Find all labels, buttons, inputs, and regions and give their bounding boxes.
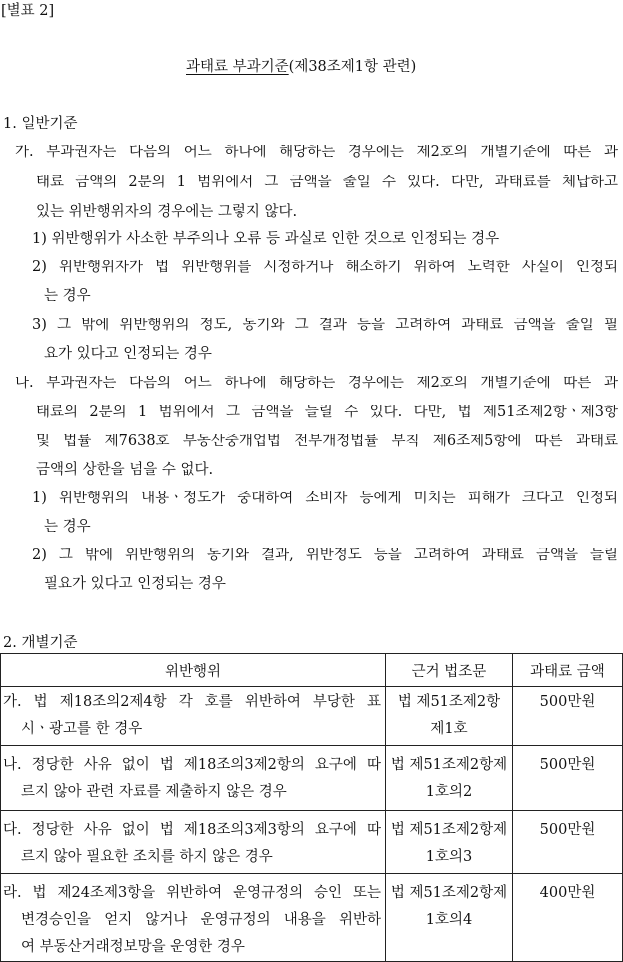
section-individual-heading: 2. 개별기준 (3, 635, 78, 651)
violation-cell (1, 687, 386, 746)
ga-item-2-line-1: 2) 위반행위자가 법 위반행위를 시정하거나 해소하기 위하여 노력한 사실이 인정되 (32, 260, 618, 275)
amount-cell (513, 874, 623, 962)
violation-line: 여 부동산거래정보망을 운영한 경우 (21, 939, 245, 955)
amount-value: 500만원 (539, 822, 596, 838)
basis-line: 법 제51조제2항제 (390, 822, 508, 838)
table-row (1, 874, 623, 962)
ga-item-1: 1) 위반행위가 사소한 부주의나 오류 등 과실로 인한 것으로 인정되는 경우 (32, 231, 500, 247)
na-item-2-line-2: 필요가 있다고 인정되는 경우 (44, 576, 226, 592)
na-item-2-line-1: 2) 그 밖에 위반행위의 동기와 결과, 위반정도 등을 고려하여 과태료 금액을 늘릴 (32, 548, 618, 563)
na-line-4: 금액의 상한을 넘을 수 없다. (36, 462, 214, 478)
na-line-3: 및 법률 제7638호 부동산중개업법 전부개정법률 부칙 제6조제5항에 따른 과태료 (36, 434, 618, 449)
violation-cell (1, 811, 386, 874)
ga-line-1: 가. 부과권자는 다음의 어느 하나에 해당하는 경우에는 제2호의 개별기준에 따른 과 (15, 145, 618, 160)
amount-value: 500만원 (539, 694, 596, 710)
violation-line: 나. 정당한 사유 없이 법 제18조의3제2항의 요구에 따 (3, 757, 381, 773)
violation-line: 다. 정당한 사유 없이 법 제18조의3제3항의 요구에 따 (3, 822, 381, 838)
annex-label: [별표 2] (1, 3, 55, 19)
basis-line: 법 제51조제2항제 (390, 885, 508, 901)
amount-cell (513, 687, 623, 746)
violation-line: 르지 않아 필요한 조치를 하지 않은 경우 (21, 849, 273, 865)
violation-line: 변경승인을 얻지 않거나 운영규정의 내용을 위반하 (21, 912, 381, 928)
title-main: 과태료 부과기준 (186, 59, 289, 75)
violation-cell (1, 746, 386, 811)
col-header-basis: 근거 법조문 (386, 654, 513, 687)
amount-cell (513, 746, 623, 811)
ga-item-3-line-1: 3) 그 밖에 위반행위의 정도, 동기와 그 결과 등을 고려하여 과태료 금액을 줄일 필 (32, 318, 618, 333)
na-line-2: 태료의 2분의 1 범위에서 그 금액을 늘릴 수 있다. 다만, 법 제51조제2항ㆍ제3항 (36, 405, 618, 420)
section-general-heading: 1. 일반기준 (3, 116, 78, 132)
violation-cell (1, 874, 386, 962)
basis-line: 제1호 (430, 721, 468, 737)
document-title (186, 60, 416, 75)
basis-line: 1호의3 (425, 849, 473, 865)
table-row (1, 811, 623, 874)
ga-item-2-line-2: 는 경우 (44, 288, 91, 304)
table-row (1, 687, 623, 746)
amount-cell (513, 811, 623, 874)
basis-line: 1호의2 (425, 784, 473, 800)
ga-item-3-line-2: 요가 있다고 인정되는 경우 (44, 346, 212, 362)
basis-line: 법 제51조제2항 (397, 694, 501, 710)
violation-line: 라. 법 제24조제3항을 위반하여 운영규정의 승인 또는 (3, 885, 381, 901)
title-suffix: (제38조제1항 관련) (288, 59, 417, 75)
basis-cell (386, 874, 513, 962)
col-header-amount: 과태료 금액 (513, 654, 623, 687)
na-item-1-line-2: 는 경우 (44, 519, 91, 535)
basis-cell (386, 746, 513, 811)
violation-line: 시ㆍ광고를 한 경우 (21, 721, 143, 737)
amount-value: 500만원 (539, 757, 596, 773)
table-header-row (1, 654, 623, 687)
violation-line: 가. 법 제18조의2제4항 각 호를 위반하여 부당한 표 (3, 694, 381, 710)
na-item-1-line-1: 1) 위반행위의 내용ㆍ정도가 중대하여 소비자 등에게 미치는 피해가 크다고 인정되 (32, 491, 618, 506)
violation-line: 르지 않아 관련 자료를 제출하지 않은 경우 (21, 784, 287, 800)
ga-line-3: 있는 위반행위자의 경우에는 그렇지 않다. (36, 204, 298, 220)
amount-value: 400만원 (539, 885, 596, 901)
basis-cell (386, 687, 513, 746)
basis-line: 법 제51조제2항제 (390, 757, 508, 773)
table-row (1, 746, 623, 811)
basis-cell (386, 811, 513, 874)
na-line-1: 나. 부과권자는 다음의 어느 하나에 해당하는 경우에는 제2호의 개별기준에 따른 과 (15, 376, 618, 391)
basis-line: 1호의4 (425, 912, 473, 928)
ga-line-2: 태료 금액의 2분의 1 범위에서 그 금액을 줄일 수 있다. 다만, 과태료를 체납하고 (36, 175, 618, 190)
col-header-violation: 위반행위 (1, 654, 386, 687)
individual-criteria-table (0, 653, 623, 962)
